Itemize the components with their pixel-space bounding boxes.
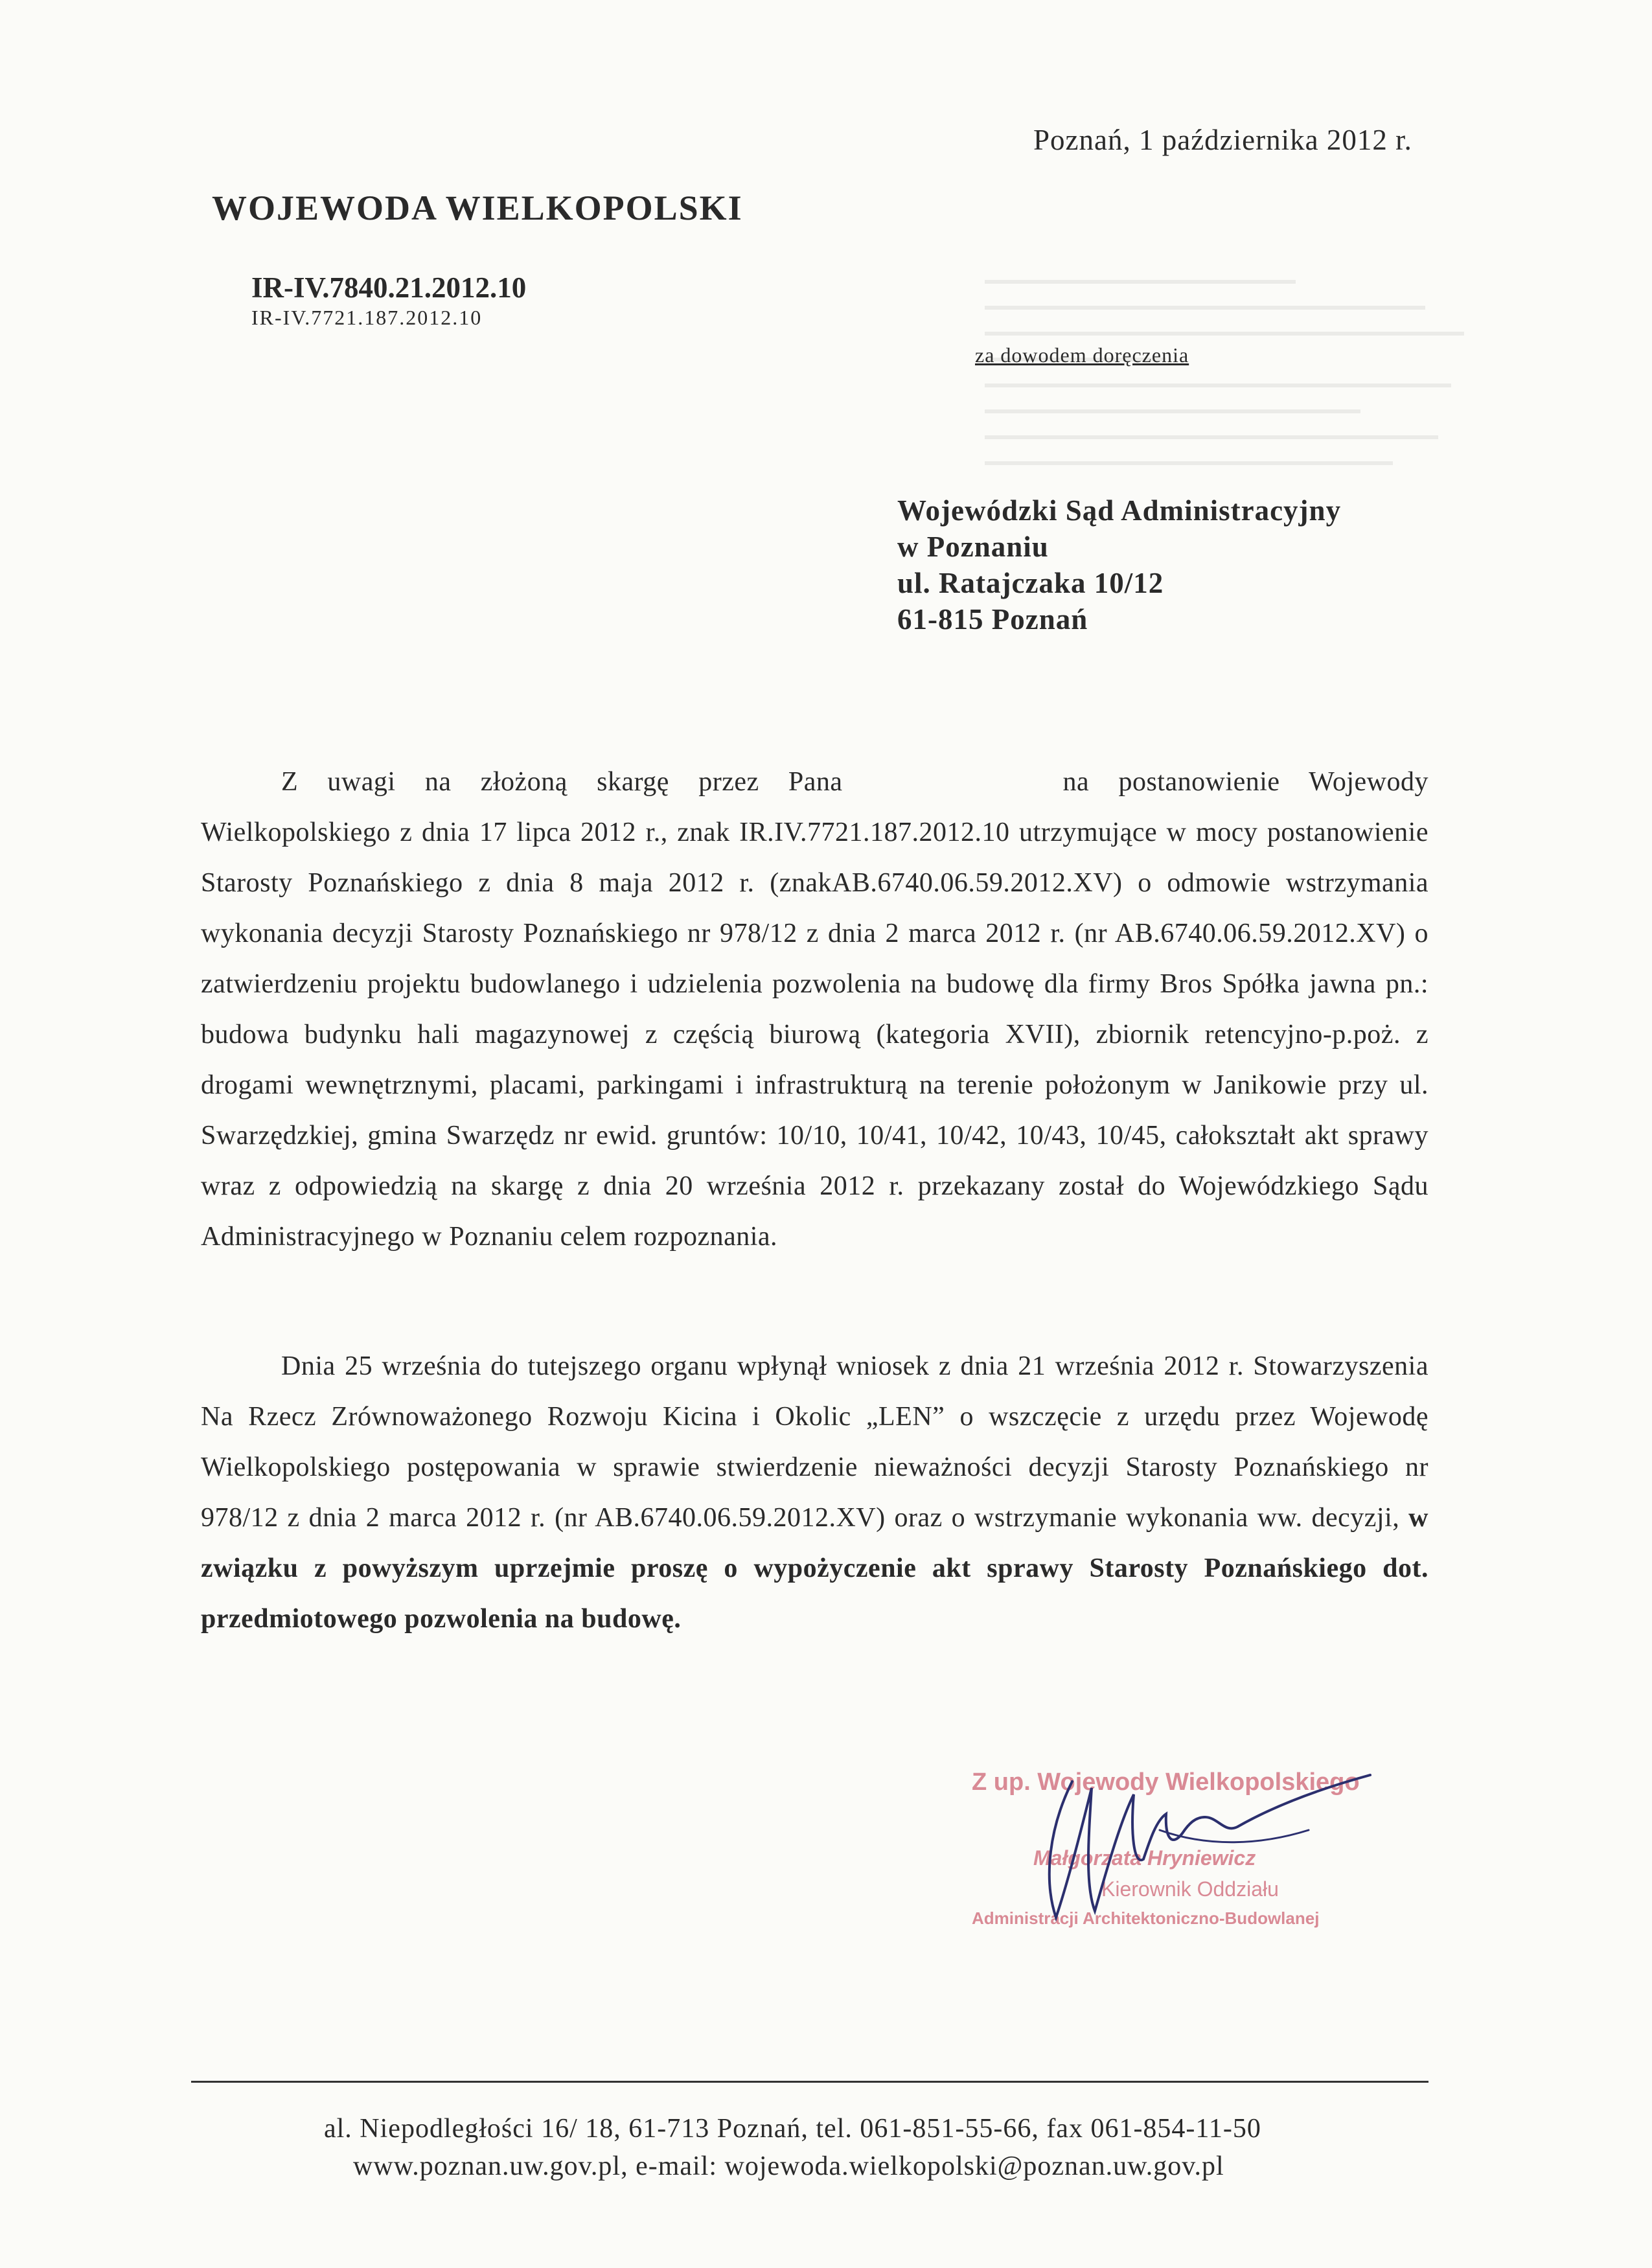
footer-divider	[191, 2081, 1428, 2083]
stamp-authorization: Z up. Wojewody Wielkopolskiego	[972, 1769, 1360, 1796]
recipient-postal: 61-815 Poznań	[897, 603, 1088, 636]
paragraph-1-rest: na postanowienie Wojewody Wielkopolskiego z dnia 17 lipca 2012 r., znak IR.IV.7721.187.2012.10 utrzymujące w mocy postanowienie Starosty Poznańskiego z dnia 8 maja 2012 r. (znakAB.6740.06.59.2012.XV) o odmowie wstrzymania wykonania decyzji Starosty Poznańskiego nr 978/12 z dnia 2 marca 2012 r. (nr AB.6740.06.59.2012.XV) o zatwierdzeniu projektu budowlanego i udzielenia pozwolenia na budowę dla firmy Bros Spółka jawna pn.: budowa budynku hali magazynowej z częścią biurową (kategoria XVII), zbiornik retencyjno-p.poż. z drogami wewnętrznymi, placami, parkingami i infrastrukturą na terenie położonym w Janikowie przy ul. Swarzędzkiej, gmina Swarzędz nr ewid. gruntów: 10/10, 10/41, 10/42, 10/43, 10/45, całokształt akt sprawy wraz z odpowiedzią na skargę z dnia 20 września 2012 r. przekazany został do Wojewódzkiego Sądu Administracyjnego w Poznaniu celem rozpoznania.	[201, 767, 1428, 1252]
stamp-signatory-title: Kierownik Oddziału	[1101, 1877, 1279, 1901]
show-through-text-decoration	[972, 269, 1477, 515]
paragraph-2-text: Dnia 25 września do tutejszego organu wpłynął wniosek z dnia 21 września 2012 r. Stowarzyszenia Na Rzecz Zrównoważonego Rozwoju Kicina i Okolic „LEN” o wszczęcie z urzędu przez Wojewodę Wielkopolskiego postępowania w sprawie stwierdzenie nieważności decyzji Starosty Poznańskiego nr 978/12 z dnia 2 marca 2012 r. (nr AB.6740.06.59.2012.XV) oraz o wstrzymanie wykonania ww. decyzji,	[201, 1351, 1428, 1533]
reference-number-secondary: IR-IV.7721.187.2012.10	[251, 306, 483, 329]
paragraph-1-start: Z uwagi na złożoną skargę przez Pana	[281, 767, 843, 797]
body-paragraph-1	[201, 757, 1428, 1262]
delivery-note: za dowodem doręczenia	[975, 343, 1189, 367]
stamp-department: Administracji Architektoniczno-Budowlanej	[972, 1908, 1320, 1928]
recipient-name: Wojewódzki Sąd Administracyjny	[897, 494, 1342, 527]
recipient-city: w Poznaniu	[897, 531, 1049, 563]
stamp-signatory-name: Małgorzata Hryniewicz	[1033, 1846, 1256, 1870]
body-paragraph-2	[201, 1341, 1428, 1644]
footer-address: al. Niepodległości 16/ 18, 61-713 Poznań, tel. 061-851-55-66, fax 061-854-11-50	[324, 2114, 1261, 2144]
footer-contact: www.poznan.uw.gov.pl, e-mail: wojewoda.wielkopolski@poznan.uw.gov.pl	[353, 2151, 1224, 2181]
issuing-authority: WOJEWODA WIELKOPOLSKI	[212, 189, 743, 227]
paragraph-2-request: w związku z powyższym uprzejmie proszę o wypożyczenie akt sprawy Starosty Poznańskiego dot. przedmiotowego pozwolenia na budowę.	[201, 1503, 1428, 1634]
recipient-street: ul. Ratajczaka 10/12	[897, 567, 1164, 599]
handwritten-signature	[1011, 1749, 1373, 1943]
reference-number: IR-IV.7840.21.2012.10	[251, 271, 527, 304]
letter-date: Poznań, 1 października 2012 r.	[1033, 124, 1412, 156]
